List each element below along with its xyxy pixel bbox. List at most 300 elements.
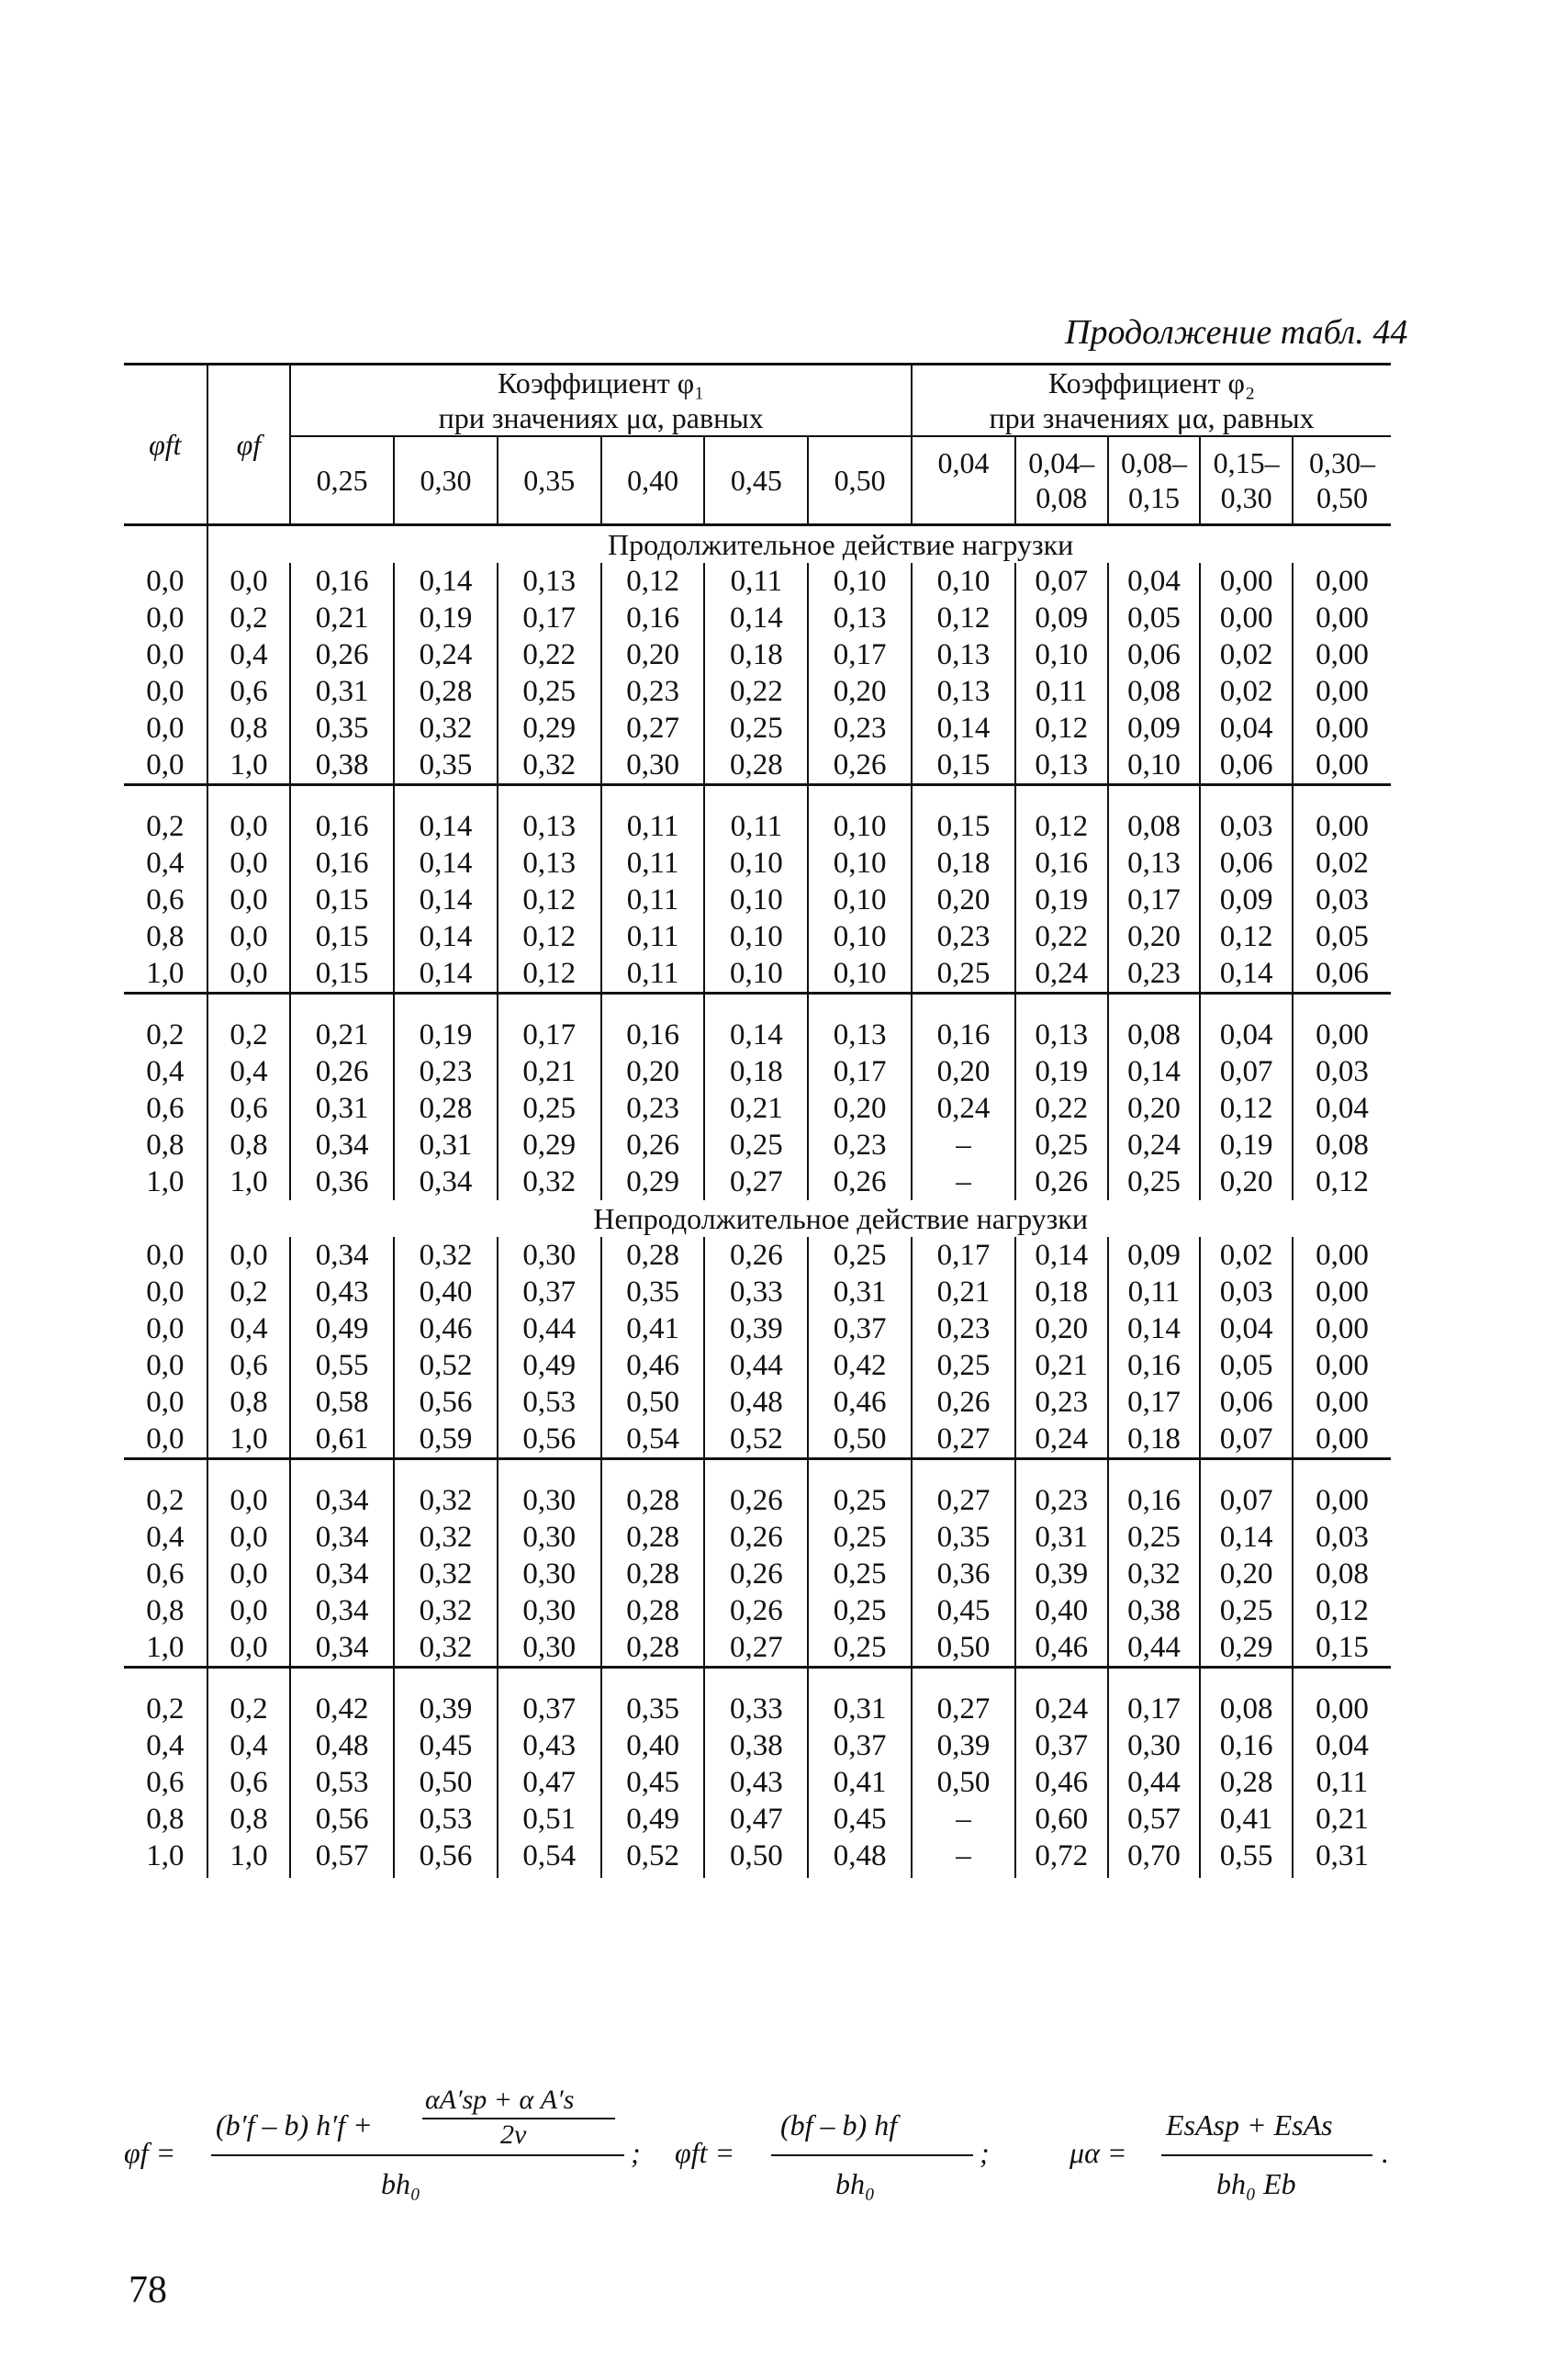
table-cell: 0,16 — [601, 600, 705, 636]
table-cell: 0,17 — [808, 1053, 912, 1090]
table-row — [124, 1310, 1391, 1347]
table-cell: 0,0 — [146, 1385, 185, 1419]
table-cell: 0,12 — [1015, 808, 1108, 845]
table-cell: 0,53 — [498, 1384, 601, 1421]
table-cell: 0,38 — [1108, 1592, 1201, 1629]
table-cell: 0,02 — [1200, 636, 1293, 673]
table-cell: 0,50 — [704, 1838, 808, 1878]
table-cell: – — [912, 1801, 1015, 1838]
table-row — [124, 1727, 1391, 1764]
table-cell: 0,18 — [704, 1053, 808, 1090]
table-cell: 0,4 — [146, 846, 185, 880]
table-cell: 0,26 — [290, 1053, 394, 1090]
table-cell: 0,17 — [1108, 882, 1201, 918]
group-separator — [1108, 1667, 1201, 1691]
table-cell: 0,14 — [1200, 955, 1293, 994]
table-cell: 0,14 — [394, 808, 498, 845]
table-cell: 0,10 — [808, 955, 912, 994]
table-cell: 0,19 — [394, 600, 498, 636]
table-cell: 0,0 — [207, 1519, 291, 1556]
table-cell: 0,11 — [1015, 673, 1108, 710]
table-cell: 0,32 — [394, 1629, 498, 1668]
table-cell: 0,0 — [207, 918, 291, 955]
table-cell: 0,19 — [1200, 1127, 1293, 1164]
formula-end-period: . — [1382, 2136, 1389, 2169]
table-cell: 0,23 — [394, 1053, 498, 1090]
table-cell: 0,30 — [498, 1519, 601, 1556]
table-cell: 0,8 — [146, 1802, 185, 1836]
table-cell: 0,26 — [704, 1556, 808, 1592]
table-cell: 0,8 — [146, 1593, 185, 1627]
table-cell: 0,44 — [704, 1347, 808, 1384]
formula-phi-ft-lhs: φft = — [675, 2136, 735, 2169]
table-cell: 0,31 — [808, 1274, 912, 1310]
table-cell: 0,13 — [498, 563, 601, 600]
table-row — [124, 1801, 1391, 1838]
table-cell: 0,10 — [704, 955, 808, 994]
table-cell: 0,30 — [498, 1629, 601, 1668]
table-cell: 0,06 — [1108, 636, 1201, 673]
table-cell: 0,24 — [1015, 955, 1108, 994]
table-cell: 0,0 — [207, 882, 291, 918]
header-mu-phi2-line2: 0,30 — [1220, 480, 1272, 514]
table-cell: 0,16 — [290, 563, 394, 600]
table-cell: 0,20 — [1108, 1090, 1201, 1127]
table-cell: 0,29 — [498, 710, 601, 747]
table-cell: 0,15 — [912, 808, 1015, 845]
table-cell: 0,15 — [290, 882, 394, 918]
table-cell: 0,2 — [146, 1017, 185, 1051]
header-mu-phi1-3: 0,35 — [498, 436, 601, 524]
table-cell: 0,8 — [146, 1128, 185, 1162]
table-cell: 0,4 — [207, 1727, 291, 1764]
table-cell: 0,6 — [207, 1090, 291, 1127]
table-cell: 0,13 — [498, 808, 601, 845]
table-cell: 0,09 — [1015, 600, 1108, 636]
group-separator — [601, 1458, 705, 1482]
group-separator — [207, 1458, 291, 1482]
header-mu-phi2-line1: 0,04 — [937, 445, 990, 479]
table-cell: 0,34 — [290, 1629, 394, 1668]
table-cell: 0,00 — [1293, 1421, 1391, 1459]
table-cell: 0,00 — [1293, 1347, 1391, 1384]
header-mu-phi2-3 — [1108, 436, 1201, 524]
table-cell: 0,28 — [601, 1237, 705, 1274]
group-separator — [124, 993, 207, 1017]
table-cell: 0,48 — [704, 1384, 808, 1421]
table-cell: 0,23 — [912, 918, 1015, 955]
formula-phi-f-numerator: (b′f – b) h′f + — [216, 2108, 373, 2142]
table-cell: 0,43 — [290, 1274, 394, 1310]
table-cell: 0,34 — [290, 1127, 394, 1164]
table-cell: 0,15 — [290, 918, 394, 955]
table-cell: 0,10 — [808, 563, 912, 600]
table-cell: 0,30 — [601, 747, 705, 785]
table-cell: 0,32 — [394, 1237, 498, 1274]
header-mu-phi2-line2: 0,15 — [1127, 480, 1180, 514]
table-cell: 0,56 — [290, 1801, 394, 1838]
table-cell: 0,27 — [912, 1691, 1015, 1727]
table-cell: 0,14 — [394, 955, 498, 994]
table-cell: 0,08 — [1293, 1127, 1391, 1164]
table-cell: 0,16 — [290, 845, 394, 882]
table-cell: 0,32 — [394, 1519, 498, 1556]
table-cell: 0,13 — [1015, 1017, 1108, 1053]
table-cell: 0,22 — [498, 636, 601, 673]
table-cell: 0,28 — [601, 1482, 705, 1519]
table-cell: 0,45 — [808, 1801, 912, 1838]
table-cell: 0,0 — [146, 711, 185, 745]
table-cell: 0,14 — [704, 1017, 808, 1053]
table-cell: 0,45 — [394, 1727, 498, 1764]
table-cell: 0,08 — [1108, 1017, 1201, 1053]
table-cell: 0,22 — [1015, 1090, 1108, 1127]
table-cell: 0,54 — [498, 1838, 601, 1878]
table-cell: 0,18 — [1015, 1274, 1108, 1310]
table-cell: 0,0 — [207, 1556, 291, 1592]
table-cell: 0,39 — [704, 1310, 808, 1347]
group-separator — [704, 993, 808, 1017]
table-cell: 0,0 — [146, 601, 185, 635]
table-cell: 0,25 — [498, 1090, 601, 1127]
group-separator — [808, 1667, 912, 1691]
table-cell: 0,41 — [1200, 1801, 1293, 1838]
table-cell: 0,0 — [146, 748, 185, 781]
table-cell: 0,20 — [601, 1053, 705, 1090]
table-cell: 0,4 — [146, 1054, 185, 1088]
table-row — [124, 710, 1391, 747]
table-cell: 0,21 — [912, 1274, 1015, 1310]
table-cell: 0,14 — [394, 918, 498, 955]
table-cell: 0,16 — [912, 1017, 1015, 1053]
table-cell: 0,10 — [1108, 747, 1201, 785]
table-cell: 0,0 — [207, 1237, 291, 1274]
table-cell: 0,11 — [704, 808, 808, 845]
table-cell: 0,36 — [290, 1164, 394, 1200]
group-separator — [1108, 784, 1201, 808]
table-cell: 0,12 — [1293, 1592, 1391, 1629]
group-separator — [394, 993, 498, 1017]
table-row — [124, 1347, 1391, 1384]
table-cell: 0,12 — [1293, 1164, 1391, 1200]
table-cell: 0,13 — [912, 636, 1015, 673]
table-row — [124, 845, 1391, 882]
table-cell: 0,04 — [1200, 710, 1293, 747]
formula-mu-denominator: bh₀ Eb — [1216, 2167, 1296, 2200]
table-cell: 0,24 — [1108, 1127, 1201, 1164]
table-cell: 0,31 — [1293, 1838, 1391, 1878]
table-cell: 0,25 — [808, 1237, 912, 1274]
group-separator — [394, 784, 498, 808]
header-group-phi1 — [290, 365, 912, 437]
table-cell: 0,55 — [290, 1347, 394, 1384]
table-cell: 0,37 — [498, 1691, 601, 1727]
table-cell: 0,0 — [146, 637, 185, 671]
group-separator — [290, 1458, 394, 1482]
table-cell: 0,58 — [290, 1384, 394, 1421]
table-cell: 0,23 — [808, 1127, 912, 1164]
table-cell: 0,8 — [207, 1801, 291, 1838]
table-cell: 0,12 — [1015, 710, 1108, 747]
table-cell: 0,57 — [1108, 1801, 1201, 1838]
formula-mu-lhs: μα = — [1070, 2136, 1127, 2169]
group-separator — [1200, 1458, 1293, 1482]
section-title: Непродолжительное действие нагрузки — [593, 1201, 1088, 1235]
table-cell: 0,10 — [912, 563, 1015, 600]
group-separator — [808, 784, 912, 808]
table-cell: 0,11 — [601, 808, 705, 845]
table-cell: 0,50 — [601, 1384, 705, 1421]
table-cell: 0,02 — [1200, 1237, 1293, 1274]
table-cell: 0,25 — [1108, 1519, 1201, 1556]
table-cell: 0,46 — [1015, 1629, 1108, 1668]
table-cell: 0,00 — [1293, 1274, 1391, 1310]
table-cell: 0,08 — [1108, 673, 1201, 710]
table-cell: 0,11 — [601, 845, 705, 882]
table-cell: 0,08 — [1108, 808, 1201, 845]
table-cell: 0,18 — [1108, 1421, 1201, 1459]
table-cell: 0,52 — [394, 1347, 498, 1384]
table-cell: 0,0 — [146, 1275, 185, 1309]
table-cell: 0,32 — [394, 1482, 498, 1519]
group-separator — [207, 1667, 291, 1691]
table-cell: 0,23 — [912, 1310, 1015, 1347]
table-row — [124, 882, 1391, 918]
group-separator — [601, 1667, 705, 1691]
table-cell: 0,14 — [394, 882, 498, 918]
table-cell: 0,36 — [912, 1556, 1015, 1592]
table-cell: 0,26 — [704, 1237, 808, 1274]
table-cell: 0,16 — [290, 808, 394, 845]
table-cell: 0,34 — [394, 1164, 498, 1200]
table-cell: 0,20 — [912, 1053, 1015, 1090]
table-cell: 0,02 — [1200, 673, 1293, 710]
table-cell: 0,11 — [601, 955, 705, 994]
group-separator — [1015, 1667, 1108, 1691]
header-phi-f: φf — [207, 365, 291, 525]
group-separator — [1108, 993, 1201, 1017]
group-separator — [1200, 1667, 1293, 1691]
table-cell: 0,10 — [808, 845, 912, 882]
table-cell: 0,26 — [704, 1482, 808, 1519]
table-cell: 0,0 — [146, 1311, 185, 1345]
table-cell: 0,59 — [394, 1421, 498, 1459]
table-cell: 0,21 — [290, 1017, 394, 1053]
table-cell: 0,45 — [601, 1764, 705, 1801]
table-cell: 0,31 — [394, 1127, 498, 1164]
group-separator — [290, 993, 394, 1017]
group-separator — [601, 993, 705, 1017]
table-cell: 0,14 — [1108, 1310, 1201, 1347]
group-separator — [207, 784, 291, 808]
table-cell: 0,4 — [146, 1728, 185, 1762]
header-mu-phi1-1: 0,25 — [290, 436, 394, 524]
table-cell: 0,4 — [207, 1310, 291, 1347]
table-cell: 0,6 — [207, 1347, 291, 1384]
table-cell: 0,34 — [290, 1592, 394, 1629]
table-cell: 0,14 — [1108, 1053, 1201, 1090]
table-cell: 0,25 — [808, 1482, 912, 1519]
table-row — [124, 747, 1391, 785]
group-separator — [912, 1458, 1015, 1482]
table-cell: – — [912, 1164, 1015, 1200]
table-cell: 0,00 — [1293, 747, 1391, 785]
table-cell: 0,10 — [704, 882, 808, 918]
table-cell: 0,44 — [1108, 1629, 1201, 1668]
table-cell: 0,25 — [808, 1629, 912, 1668]
header-mu-phi2-5 — [1293, 436, 1391, 524]
table-cell: 0,25 — [808, 1592, 912, 1629]
table-cell: 0,07 — [1200, 1053, 1293, 1090]
header-group-phi2-line1: Коэффициент φ₂ — [1047, 366, 1256, 399]
table-row — [124, 955, 1391, 994]
table-cell: 0,04 — [1293, 1090, 1391, 1127]
table-cell: 0,14 — [912, 710, 1015, 747]
coefficient-table — [124, 363, 1391, 1878]
table-cell: 0,37 — [498, 1274, 601, 1310]
table-cell: 0,11 — [601, 882, 705, 918]
table-cell: 0,6 — [207, 673, 291, 710]
section-title: Продолжительное действие нагрузки — [607, 527, 1074, 561]
table-cell: 0,20 — [808, 673, 912, 710]
table-cell: 0,6 — [146, 1557, 185, 1591]
group-separator — [1293, 1667, 1391, 1691]
group-separator — [498, 1667, 601, 1691]
group-separator — [290, 1667, 394, 1691]
table-cell: 0,23 — [1015, 1482, 1108, 1519]
group-separator — [1200, 784, 1293, 808]
table-cell: 0,37 — [1015, 1727, 1108, 1764]
table-cell: 0,23 — [808, 710, 912, 747]
table-cell: 0,13 — [808, 1017, 912, 1053]
table-cell: 0,41 — [808, 1764, 912, 1801]
group-separator — [124, 784, 207, 808]
table-cell: 0,04 — [1293, 1727, 1391, 1764]
group-separator — [1015, 784, 1108, 808]
table-cell: 0,32 — [1108, 1556, 1201, 1592]
table-cell: 0,0 — [207, 1592, 291, 1629]
table-cell: 0,31 — [1015, 1519, 1108, 1556]
header-mu-phi2-line1: 0,04– — [1028, 445, 1095, 479]
table-cell: 0,30 — [498, 1556, 601, 1592]
table-cell: 0,47 — [704, 1801, 808, 1838]
formula-phi-f-fraction-line — [211, 2154, 624, 2156]
header-mu-phi1-6: 0,50 — [808, 436, 912, 524]
group-separator — [1293, 784, 1391, 808]
table-cell: 0,42 — [808, 1347, 912, 1384]
table-cell: 0,27 — [704, 1629, 808, 1668]
header-mu-phi2-line1: 0,30– — [1309, 445, 1375, 479]
table-cell: 0,0 — [146, 564, 185, 598]
table-cell: 0,25 — [808, 1519, 912, 1556]
table-cell: 0,08 — [1200, 1691, 1293, 1727]
table-row — [124, 1629, 1391, 1668]
table-cell: 0,47 — [498, 1764, 601, 1801]
table-cell: 0,10 — [808, 882, 912, 918]
table-row — [124, 1164, 1391, 1200]
table-cell: 0,12 — [498, 918, 601, 955]
group-separator — [808, 993, 912, 1017]
table-cell: 0,27 — [912, 1482, 1015, 1519]
table-cell: 0,10 — [704, 845, 808, 882]
table-cell: 0,30 — [498, 1482, 601, 1519]
table-cell: 0,50 — [912, 1629, 1015, 1668]
table-cell: 0,37 — [808, 1727, 912, 1764]
table-cell: 0,51 — [498, 1801, 601, 1838]
table-cell: 0,39 — [912, 1727, 1015, 1764]
group-separator — [704, 1667, 808, 1691]
table-cell: 0,6 — [207, 1764, 291, 1801]
section-spacer — [124, 524, 207, 563]
table-cell: 0,55 — [1200, 1838, 1293, 1878]
table-cell: 0,25 — [912, 1347, 1015, 1384]
table-cell: 0,57 — [290, 1838, 394, 1878]
header-mu-phi2-line2 — [913, 480, 1014, 515]
header-mu-phi2-2 — [1015, 436, 1108, 524]
header-group-phi1-line2: при значениях μα, равных — [438, 401, 764, 434]
table-cell: 0,05 — [1200, 1347, 1293, 1384]
table-row — [124, 918, 1391, 955]
header-mu-phi2-1 — [912, 436, 1015, 524]
group-separator — [912, 1667, 1015, 1691]
table-cell: 0,20 — [1200, 1556, 1293, 1592]
table-cell: 0,40 — [394, 1274, 498, 1310]
table-cell: 0,32 — [498, 1164, 601, 1200]
formula-phi-ft-fraction-line — [771, 2154, 973, 2156]
table-cell: 0,26 — [704, 1519, 808, 1556]
table-cell: 0,06 — [1200, 1384, 1293, 1421]
table-cell: 0,26 — [601, 1127, 705, 1164]
table-cell: 0,27 — [601, 710, 705, 747]
table-row — [124, 636, 1391, 673]
table-cell: 1,0 — [207, 1164, 291, 1200]
table-cell: 0,4 — [146, 1520, 185, 1554]
section-spacer — [124, 1200, 207, 1237]
table-cell: 0,6 — [146, 882, 185, 916]
table-cell: 0,17 — [912, 1237, 1015, 1274]
table-cell: 0,20 — [912, 882, 1015, 918]
table-cell: 0,32 — [394, 1592, 498, 1629]
table-cell: 0,48 — [808, 1838, 912, 1878]
group-separator — [1293, 1458, 1391, 1482]
table-cell: 0,38 — [290, 747, 394, 785]
table-cell: 0,11 — [1293, 1764, 1391, 1801]
table-cell: 0,19 — [1015, 1053, 1108, 1090]
table-cell: 0,32 — [394, 710, 498, 747]
table-cell: 0,28 — [601, 1592, 705, 1629]
table-cell: 0,05 — [1293, 918, 1391, 955]
table-cell: – — [912, 1838, 1015, 1878]
table-cell: 0,29 — [601, 1164, 705, 1200]
table-cell: 0,07 — [1200, 1482, 1293, 1519]
table-cell: 0,00 — [1293, 1017, 1391, 1053]
table-cell: 0,02 — [1293, 845, 1391, 882]
table-cell: 0,43 — [704, 1764, 808, 1801]
table-cell: 0,33 — [704, 1274, 808, 1310]
page-number: 78 — [129, 2269, 167, 2311]
table-cell: 0,28 — [704, 747, 808, 785]
table-cell: 0,23 — [601, 1090, 705, 1127]
table-cell: 0,38 — [704, 1727, 808, 1764]
table-cell: 0,27 — [704, 1164, 808, 1200]
table-cell: 0,35 — [290, 710, 394, 747]
table-cell: 0,31 — [290, 1090, 394, 1127]
table-cell: 0,25 — [704, 710, 808, 747]
group-separator — [498, 993, 601, 1017]
table-cell: 0,0 — [146, 1422, 185, 1456]
table-cell: 0,11 — [704, 563, 808, 600]
header-phi-ft: φft — [124, 365, 207, 525]
